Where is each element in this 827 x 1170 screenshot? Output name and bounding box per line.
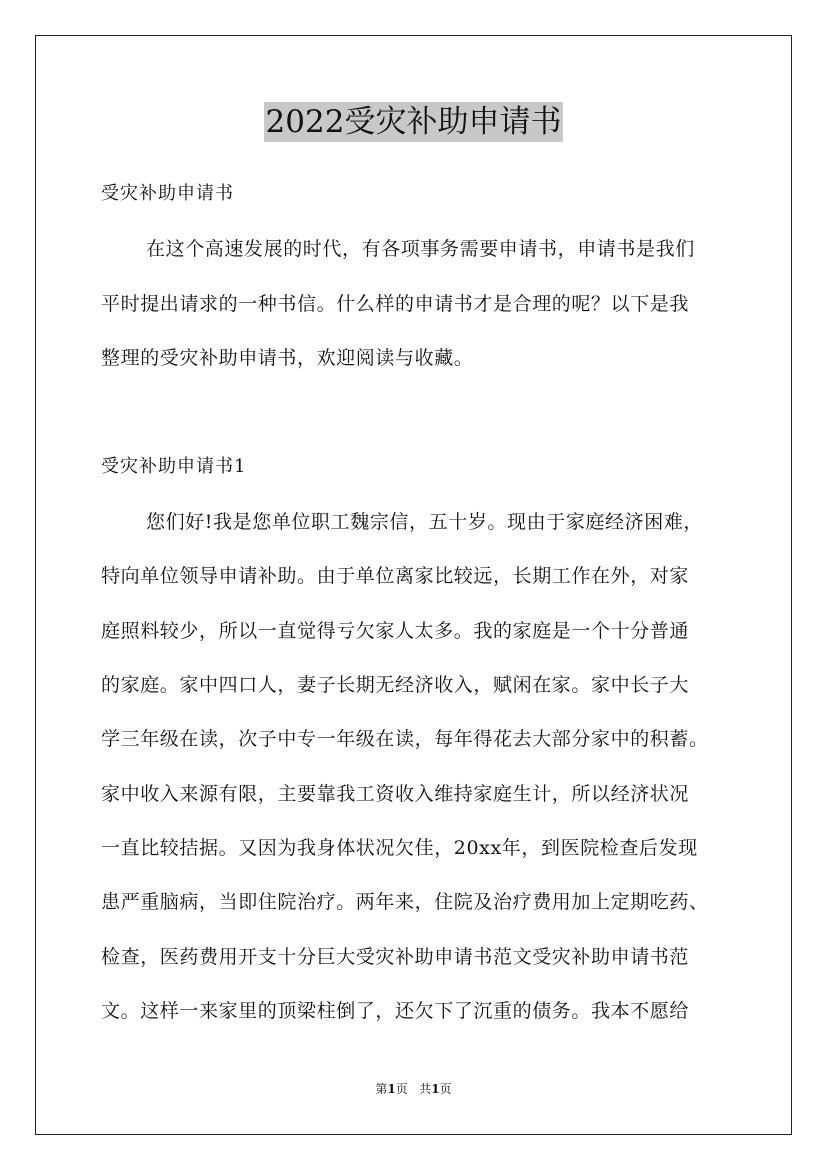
footer-page-suffix: 页: [395, 1082, 408, 1096]
body-line-6: 家中收入来源有限，主要靠我工资收入维持家庭生计，所以经济状况: [101, 783, 690, 805]
subheading: 受灾补助申请书1: [101, 456, 247, 477]
body-line-7: 一直比较拮据。又因为我身体状况欠佳，20xx年，到医院检查后发现: [101, 837, 698, 859]
body-line-2: 特向单位领导申请补助。由于单位离家比较远，长期工作在外，对家: [101, 565, 690, 587]
footer-total-pages: 1: [431, 1082, 440, 1096]
title-container: [0, 102, 827, 142]
footer-prefix: 第: [375, 1082, 388, 1096]
body-line-10: 文。这样一来家里的顶梁柱倒了，还欠下了沉重的债务。我本不愿给: [101, 1000, 690, 1022]
body-line-9: 检查，医药费用开支十分巨大受灾补助申请书范文受灾补助申请书范: [101, 946, 690, 968]
body-line-5: 学三年级在读，次子中专一年级在读，每年得花去大部分家中的积蓄。: [101, 728, 709, 750]
body-line-8: 患严重脑病，当即住院治疗。两年来，住院及治疗费用加上定期吃药、: [101, 891, 709, 913]
body-line-1: 您们好!我是您单位职工魏宗信，五十岁。现由于家庭经济困难，: [146, 511, 704, 533]
footer-total-prefix: 共: [419, 1082, 432, 1096]
footer-total-suffix: 页: [439, 1082, 452, 1096]
body-line-3: 庭照料较少，所以一直觉得亏欠家人太多。我的家庭是一个十分普通: [101, 620, 690, 642]
section-heading: 受灾补助申请书: [101, 183, 234, 204]
intro-line-1: 在这个高速发展的时代，有各项事务需要申请书，申请书是我们: [146, 238, 695, 260]
footer-page-number: 1: [387, 1082, 396, 1096]
document-title: 2022受灾补助申请书: [265, 104, 562, 140]
body-line-4: 的家庭。家中四口人，妻子长期无经济收入，赋闲在家。家中长子大: [101, 674, 690, 696]
intro-line-2: 平时提出请求的一种书信。什么样的申请书才是合理的呢？以下是我: [101, 293, 690, 315]
intro-line-3: 整理的受灾补助申请书，欢迎阅读与收藏。: [101, 347, 474, 369]
page-footer: [0, 1081, 827, 1097]
